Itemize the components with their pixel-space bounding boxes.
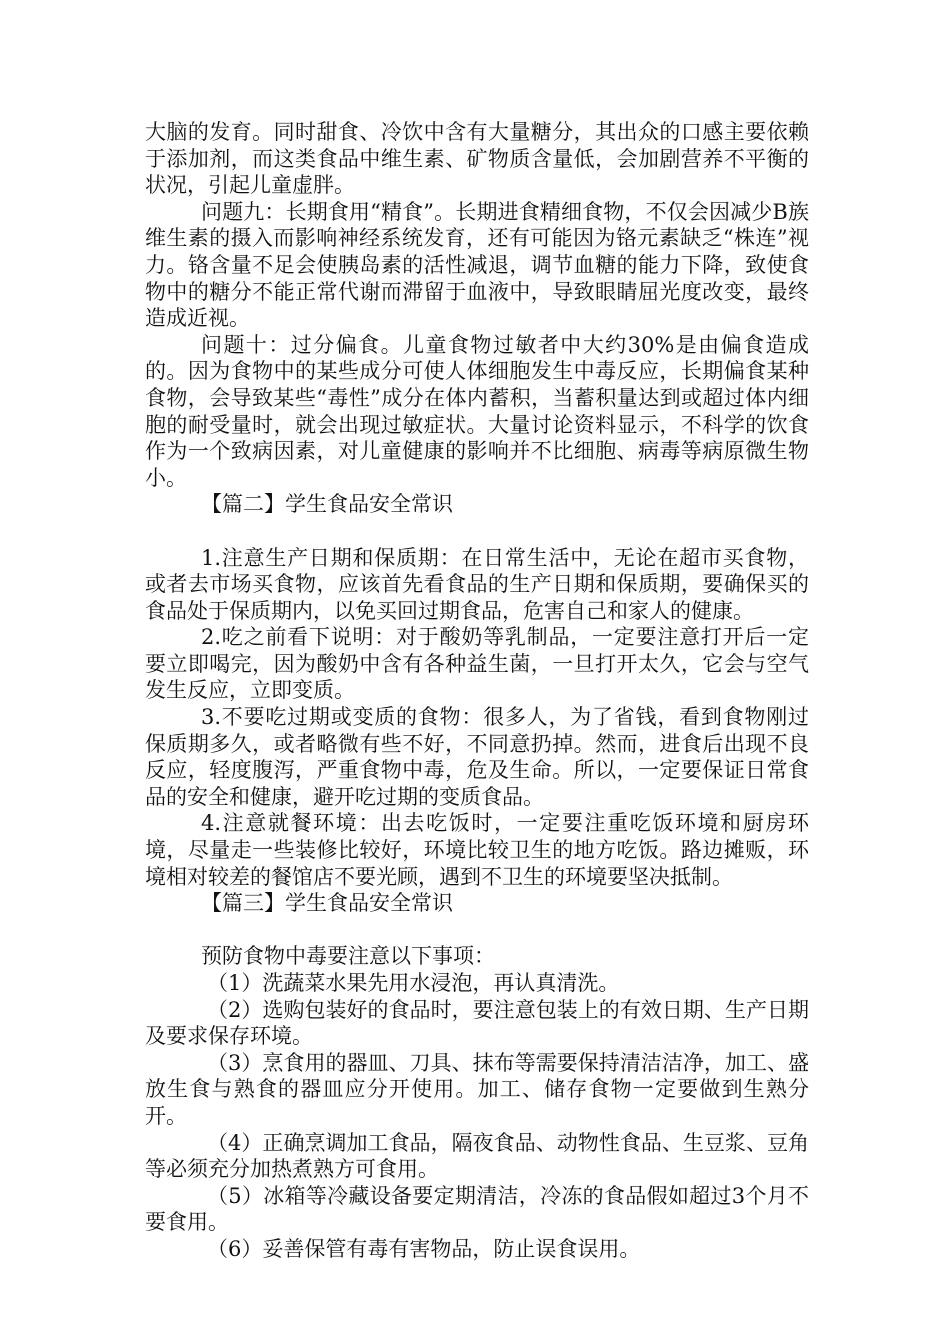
paragraph-continued: 大脑的发育。同时甜食、冷饮中含有大量糖分，其出众的口感主要依赖于添加剂，而这类食品中维生素、矿物质含量低，会加剧营养不平衡的状况，引起儿童虚胖。 [145,120,809,198]
list-item: （5）冰箱等冷藏设备要定期清洁，冷冻的食品假如超过3个月不要食用。 [145,1183,809,1235]
list-item: 4.注意就餐环境：出去吃饭时，一定要注重吃饭环境和厨房环境，尽量走一些装修比较好，环境比较卫生的地方吃饭。路边摊贩，环境相对较差的餐馆店不要光顾，遇到不卫生的环境要坚决抵制。 [145,811,809,889]
blank-line [145,917,809,944]
list-item: （3）烹食用的器皿、刀具、抹布等需要保持清洁洁净，加工、盛放生食与熟食的器皿应分开使用。加工、储存食物一定要做到生熟分开。 [145,1050,809,1128]
list-item: （4）正确烹调加工食品，隔夜食品、动物性食品、生豆浆、豆角等必须充分加热煮熟方可食用。 [145,1130,809,1182]
blank-line [145,518,809,545]
document-page [145,119,809,1263]
list-item: （1）洗蔬菜水果先用水浸泡，再认真清洗。 [207,971,620,995]
section-heading-part3: 【篇三】学生食品安全常识 [201,891,453,916]
list-item: 2.吃之前看下说明：对于酸奶等乳制品，一定要注意打开后一定要立即喝完，因为酸奶中含有各种益生菌，一旦打开太久，它会与空气发生反应，立即变质。 [145,625,809,703]
list-item: 1.注意生产日期和保质期：在日常生活中，无论在超市买食物，或者去市场买食物，应该首先看食品的生产日期和保质期，要确保买的食品处于保质期内，以免买回过期食品，危害自己和家人的健康。 [145,545,809,623]
list-item: （2）选购包装好的食品时，要注意包装上的有效日期、生产日期及要求保存环境。 [145,997,809,1049]
paragraph-problem-nine: 问题九：长期食用“精食”。长期进食精细食物，不仅会因减少B族维生素的摄入而影响神经系统发育，还有可能因为铬元素缺乏“株连”视力。铬含量不足会使胰岛素的活性减退，调节血糖的能力下降，致使食物中的糖分不能正常代谢而滞留于血液中，导致眼睛屈光度改变，最终造成近视。 [145,199,809,331]
section-heading-part2: 【篇二】学生食品安全常识 [201,492,453,517]
paragraph-problem-ten: 问题十：过分偏食。儿童食物过敏者中大约30%是由偏食造成的。因为食物中的某些成分可使人体细胞发生中毒反应，长期偏食某种食物，会导致某些“毒性”成分在体内蓄积，当蓄积量达到或超过体内细胞的耐受量时，就会出现过敏症状。大量讨论资料显示，不科学的饮食作为一个致病因素，对儿童健康的影响并不比细胞、病毒等病原微生物小。 [145,332,809,490]
list-item: （6）妥善保管有毒有害物品，防止误食误用。 [207,1236,641,1261]
list-item: 3.不要吃过期或变质的食物：很多人，为了省钱，看到食物刚过保质期多久，或者略微有些不好，不同意扔掉。然而，进食后出现不良反应，轻度腹泻，严重食物中毒，危及生命。所以，一定要保证日常食品的安全和健康，避开吃过期的变质食品。 [145,705,809,809]
section3-intro: 预防食物中毒要注意以下事项： [201,944,495,969]
